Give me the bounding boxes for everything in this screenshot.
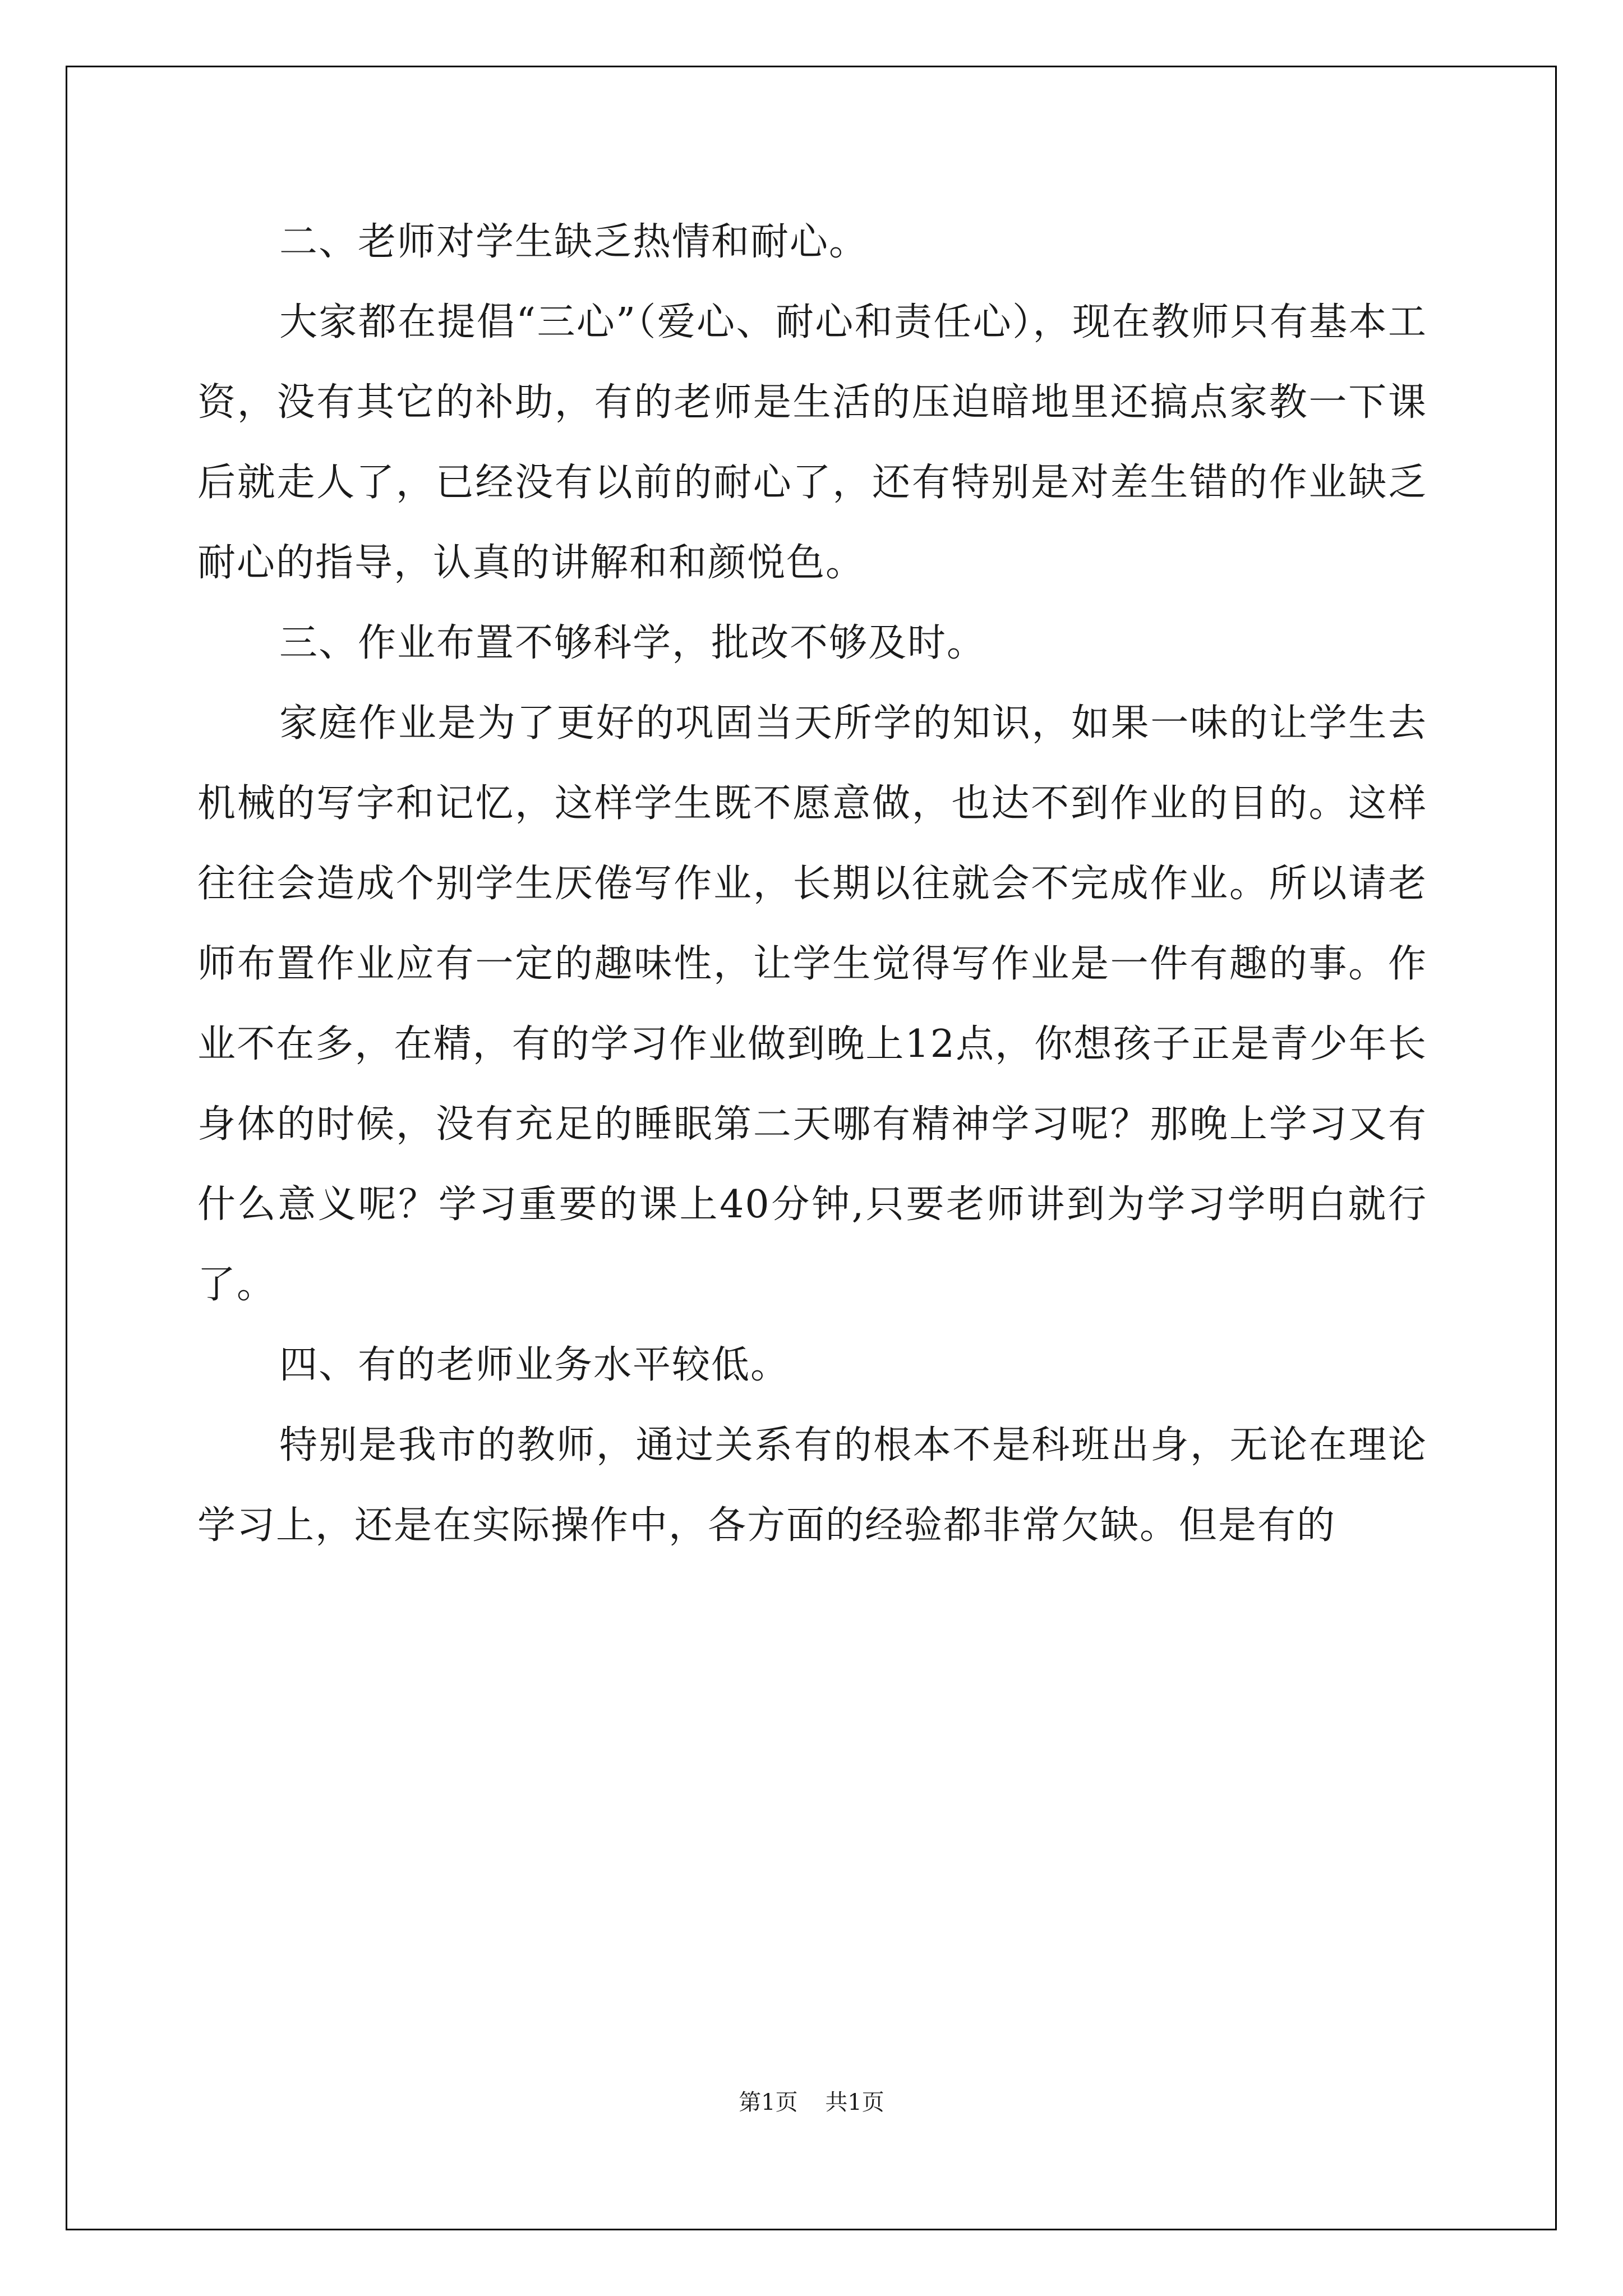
section-heading-2: 二、老师对学生缺乏热情和耐心。 — [279, 220, 869, 264]
section-heading-3: 三、作业布置不够科学，批改不够及时。 — [279, 621, 986, 665]
document-body — [197, 202, 1427, 1566]
section-heading-4: 四、有的老师业务水平较低。 — [279, 1343, 790, 1387]
page-footer — [0, 2088, 1623, 2116]
body-paragraph: 特别是我市的教师，通过关系有的根本不是科班出身，无论在理论学习上，还是在实际操作中，各方面的经验都非常欠缺。但是有的 — [197, 1423, 1427, 1548]
body-paragraph: 家庭作业是为了更好的巩固当天所学的知识，如果一味的让学生去机械的写字和记忆，这样学生既不愿意做，也达不到作业的目的。这样往往会造成个别学生厌倦写作业，长期以往就会不完成作业。所以请老师布置作业应有一定的趣味性，让学生觉得写作业是一件有趣的事。作业不在多，在精，有的学习作业做到晚上12点，你想孩子正是青少年长身体的时候，没有充足的睡眠第二天哪有精神学习呢？那晚上学习又有什么意义呢？学习重要的课上40分钟,只要老师讲到为学习学明白就行了。 — [197, 701, 1427, 1307]
body-paragraph: 大家都在提倡“三心”（爱心、耐心和责任心），现在教师只有基本工资，没有其它的补助，有的老师是生活的压迫暗地里还搞点家教一下课后就走人了，已经没有以前的耐心了，还有特别是对差生错的作业缺乏耐心的指导，认真的讲解和和颜悦色。 — [197, 300, 1427, 585]
page-number: 第1页 — [739, 2090, 798, 2115]
page-total: 共1页 — [825, 2090, 884, 2115]
